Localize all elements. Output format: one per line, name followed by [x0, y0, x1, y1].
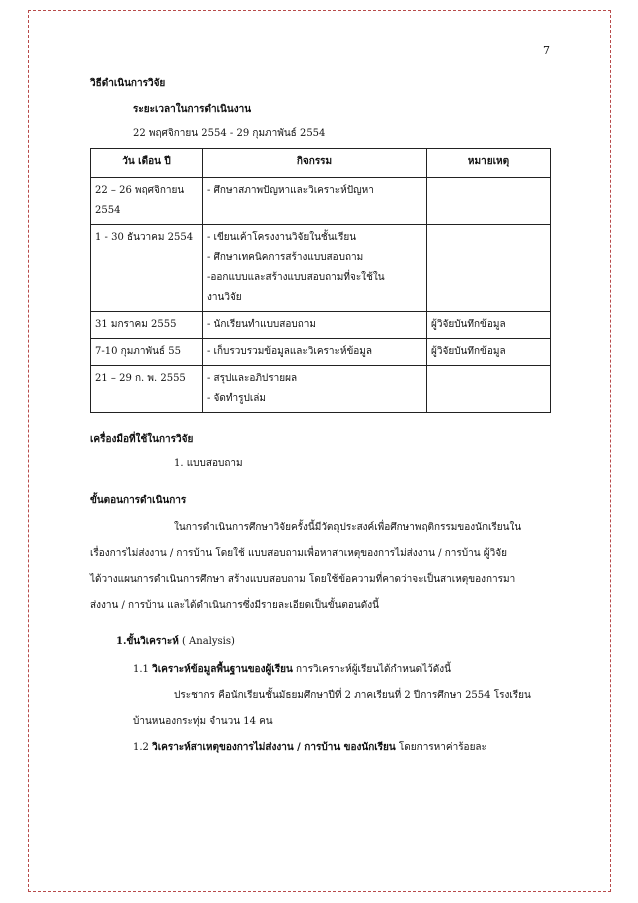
analysis-item-1-1-line-2: ประชากร คือนักเรียนชั้นมัธยมศึกษาปีที่ 2 ภาคเรียนที่ 2 ปีการศึกษา 2554 โรงเรียน — [174, 690, 531, 701]
page-border — [28, 10, 611, 892]
table-row — [91, 178, 551, 225]
row-date: 7-10 กุมภาพันธ์ 55 — [91, 339, 203, 366]
row-date: 21 – 29 ก. พ. 2555 — [91, 366, 203, 413]
table-row — [91, 312, 551, 339]
header-note: หมายเหตุ — [427, 149, 551, 178]
row-date: 31 มกราคม 2555 — [91, 312, 203, 339]
procedure-line-4: ส่งงาน / การบ้าน และได้ดำเนินการซึ่งมีรายละเอียดเป็นขั้นตอนดังนี้ — [90, 600, 379, 611]
header-activity: กิจกรรม — [203, 149, 427, 178]
period-range: 22 พฤศจิกายน 2554 - 29 กุมภาพันธ์ 2554 — [133, 128, 326, 139]
row-activities: - สรุปและอภิปรายผล - จัดทำรูปเล่ม — [203, 366, 427, 413]
row-date: 1 - 30 ธันวาคม 2554 — [91, 225, 203, 312]
table-row — [91, 339, 551, 366]
instruments-heading: เครื่องมือที่ใช้ในการวิจัย — [90, 434, 194, 445]
analysis-item-1-1: 1.1 วิเคราะห์ข้อมูลพื้นฐานของผู้เรียน การวิเคราะห์ผู้เรียนได้กำหนดไว้ดังนี้ — [133, 664, 452, 675]
period-heading: ระยะเวลาในการดำเนินงาน — [133, 104, 252, 115]
page-number: 7 — [543, 44, 550, 57]
procedure-line-1: ในการดำเนินการศึกษาวิจัยครั้งนี้มีวัตถุประสงค์เพื่อศึกษาพฤติกรรมของนักเรียนใน — [174, 522, 522, 533]
header-date: วัน เดือน ปี — [91, 149, 203, 178]
table-row — [91, 225, 551, 312]
row-note — [427, 366, 551, 413]
row-activities: - นักเรียนทำแบบสอบถาม — [203, 312, 427, 339]
procedure-heading: ขั้นตอนการดำเนินการ — [90, 495, 187, 506]
table-row — [91, 366, 551, 413]
row-note — [427, 225, 551, 312]
row-note: ผู้วิจัยบันทึกข้อมูล — [427, 339, 551, 366]
table-header-row — [91, 149, 551, 178]
analysis-heading: 1.ขั้นวิเคราะห์ ( Analysis) — [116, 636, 235, 647]
procedure-line-3: ได้วางแผนการดำเนินการศึกษา สร้างแบบสอบถาม โดยใช้ข้อความที่คาดว่าจะเป็นสาเหตุของการมา — [90, 574, 516, 585]
section-heading-methodology: วิธีดำเนินการวิจัย — [90, 78, 166, 89]
instruments-item: 1. แบบสอบถาม — [174, 458, 243, 469]
row-date: 22 – 26 พฤศจิกายน 2554 — [91, 178, 203, 225]
row-activities: - เก็บรวบรวมข้อมูลและวิเคราะห์ข้อมูล — [203, 339, 427, 366]
row-activities: - ศึกษาสภาพปัญหาและวิเคราะห์ปัญหา — [203, 178, 427, 225]
schedule-table — [90, 148, 551, 413]
row-note — [427, 178, 551, 225]
row-activities: - เขียนเค้าโครงงานวิจัยในชั้นเรียน - ศึกษาเทคนิคการสร้างแบบสอบถาม -ออกแบบและสร้างแบบสอบถามที่จะใช้ใน งานวิจัย — [203, 225, 427, 312]
procedure-line-2: เรื่องการไม่ส่งงาน / การบ้าน โดยใช้ แบบสอบถามเพื่อหาสาเหตุของการไม่ส่งงาน / การบ้าน ผู้วิจัย — [90, 548, 507, 559]
analysis-item-1-2: 1.2 วิเคราะห์สาเหตุของการไม่ส่งงาน / การบ้าน ของนักเรียน โดยการหาค่าร้อยละ — [133, 742, 487, 753]
analysis-item-1-1-line-3: บ้านหนองกระทุ่ม จำนวน 14 คน — [133, 716, 273, 727]
row-note: ผู้วิจัยบันทึกข้อมูล — [427, 312, 551, 339]
